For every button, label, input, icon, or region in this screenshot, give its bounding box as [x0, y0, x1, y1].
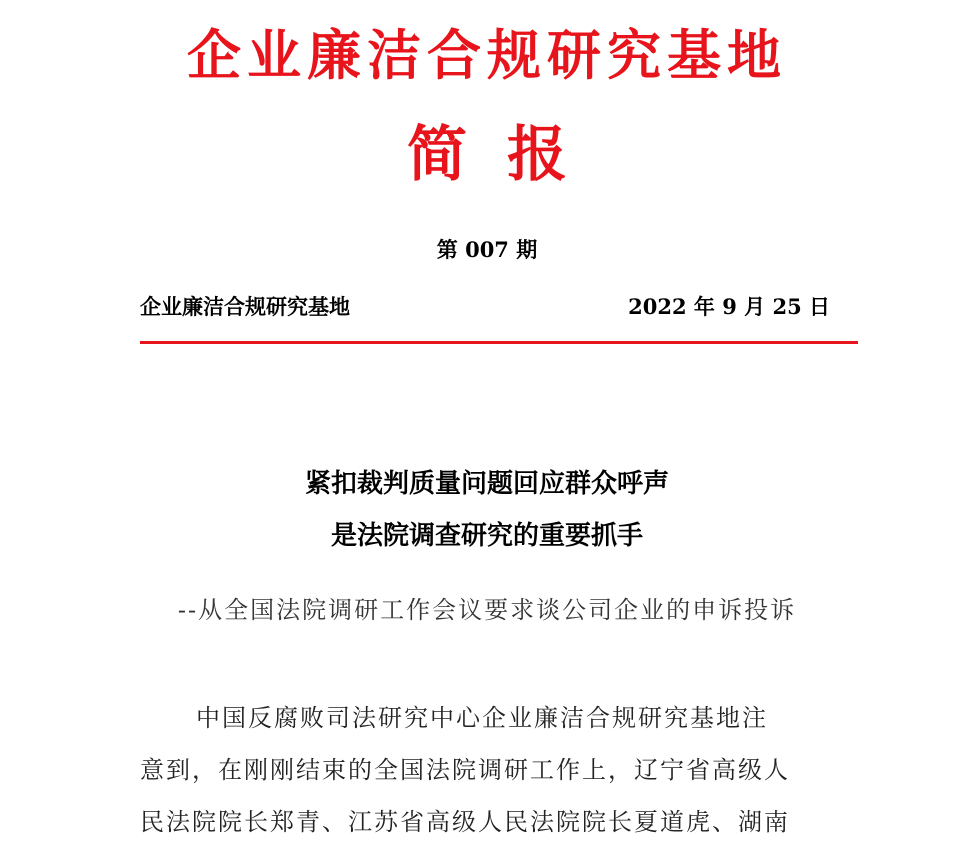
info-row [140, 292, 830, 322]
issue-number: 第 007 期 [436, 237, 538, 262]
masthead-title: 企业廉洁合规研究基地 [187, 23, 787, 87]
publish-date: 2022 年 9 月 25 日 [628, 294, 830, 319]
article-headline-line1: 紧扣裁判质量问题回应群众呼声 [304, 469, 669, 499]
red-divider [140, 341, 858, 344]
article-subtitle: --从全国法院调研工作会议要求谈公司企业的申诉投诉 [177, 596, 797, 624]
organization-name: 企业廉洁合规研究基地 [140, 294, 350, 319]
article-headline-line2: 是法院调查研究的重要抓手 [330, 521, 643, 551]
masthead-subtitle: 简报 [407, 120, 607, 190]
body-text-line: 中国反腐败司法研究中心企业廉洁合规研究基地注 [196, 704, 768, 732]
body-text-line: 民法院院长郑青、江苏省高级人民法院院长夏道虎、湖南 [140, 808, 790, 836]
body-text-line: 意到，在刚刚结束的全国法院调研工作上，辽宁省高级人 [140, 756, 790, 784]
